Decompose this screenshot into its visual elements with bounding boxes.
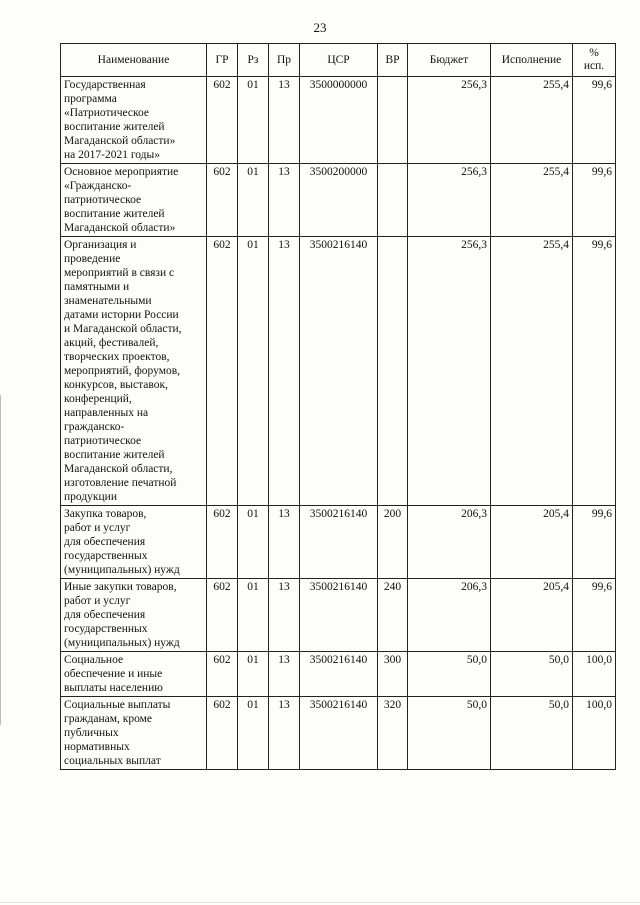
header-rz: Рз [238,44,269,77]
row-percent: 99,6 [573,77,616,164]
table-row [61,697,616,770]
row-pr: 13 [269,506,300,579]
row-budget: 50,0 [408,697,491,770]
row-name: Закупка товаров, работ и услуг для обеспечения государственных (муниципальных) нужд [61,506,207,579]
row-csr: 3500216140 [300,697,378,770]
row-gr: 602 [207,652,238,697]
row-pr: 13 [269,579,300,652]
table-row [61,237,616,506]
row-percent: 99,6 [573,506,616,579]
table-row [61,506,616,579]
scan-edge-line [0,395,1,725]
row-rz: 01 [238,652,269,697]
table-row [61,579,616,652]
table-row [61,164,616,237]
header-name: Наименование [61,44,207,77]
table-row [61,77,616,164]
table-row [61,652,616,697]
row-execution: 50,0 [491,697,573,770]
row-vr [378,77,408,164]
row-budget: 256,3 [408,77,491,164]
header-pr: Пр [269,44,300,77]
row-csr: 3500216140 [300,237,378,506]
budget-execution-table [60,43,616,770]
row-gr: 602 [207,237,238,506]
row-percent: 99,6 [573,237,616,506]
header-percent: % исп. [573,44,616,77]
row-rz: 01 [238,697,269,770]
row-execution: 205,4 [491,506,573,579]
row-pr: 13 [269,237,300,506]
row-vr: 300 [378,652,408,697]
header-vr: ВР [378,44,408,77]
row-execution: 205,4 [491,579,573,652]
row-execution: 50,0 [491,652,573,697]
row-gr: 602 [207,164,238,237]
row-budget: 256,3 [408,237,491,506]
row-rz: 01 [238,164,269,237]
row-budget: 50,0 [408,652,491,697]
row-budget: 206,3 [408,506,491,579]
scan-bottom-edge [0,902,640,903]
row-name: Основное мероприятие «Гражданско- патриотическое воспитание жителей Магаданской области» [61,164,207,237]
row-pr: 13 [269,164,300,237]
row-execution: 255,4 [491,164,573,237]
table-header-row [61,44,616,77]
header-csr: ЦСР [300,44,378,77]
row-vr: 240 [378,579,408,652]
row-rz: 01 [238,77,269,164]
row-pr: 13 [269,652,300,697]
row-name: Социальные выплаты гражданам, кроме публичных нормативных социальных выплат [61,697,207,770]
row-percent: 100,0 [573,652,616,697]
row-name: Государственная программа «Патриотическое воспитание жителей Магаданской области» на 2017-2021 годы» [61,77,207,164]
row-gr: 602 [207,77,238,164]
row-vr [378,164,408,237]
row-execution: 255,4 [491,237,573,506]
row-csr: 3500000000 [300,77,378,164]
header-gr: ГР [207,44,238,77]
row-gr: 602 [207,697,238,770]
row-vr [378,237,408,506]
header-budget: Бюджет [408,44,491,77]
row-vr: 200 [378,506,408,579]
row-budget: 206,3 [408,579,491,652]
row-csr: 3500216140 [300,506,378,579]
header-execution: Исполнение [491,44,573,77]
row-name: Социальное обеспечение и иные выплаты населению [61,652,207,697]
page-number: 23 [313,20,327,35]
row-csr: 3500216140 [300,579,378,652]
row-percent: 100,0 [573,697,616,770]
row-name: Организация и проведение мероприятий в связи с памятными и знаменательными датами истории России и Магаданской области, акций, фестивалей, творческих проектов, мероприятий, форумов, конкурсов, выставок, конференций, направленных на гражданско- патриотическое воспитание жителей Магаданской области, изготовление печатной продукции [61,237,207,506]
row-rz: 01 [238,579,269,652]
row-percent: 99,6 [573,579,616,652]
row-execution: 255,4 [491,77,573,164]
row-vr: 320 [378,697,408,770]
row-pr: 13 [269,77,300,164]
row-rz: 01 [238,506,269,579]
row-pr: 13 [269,697,300,770]
row-budget: 256,3 [408,164,491,237]
row-csr: 3500200000 [300,164,378,237]
row-gr: 602 [207,506,238,579]
row-percent: 99,6 [573,164,616,237]
row-csr: 3500216140 [300,652,378,697]
row-rz: 01 [238,237,269,506]
row-gr: 602 [207,579,238,652]
row-name: Иные закупки товаров, работ и услуг для обеспечения государственных (муниципальных) нужд [61,579,207,652]
